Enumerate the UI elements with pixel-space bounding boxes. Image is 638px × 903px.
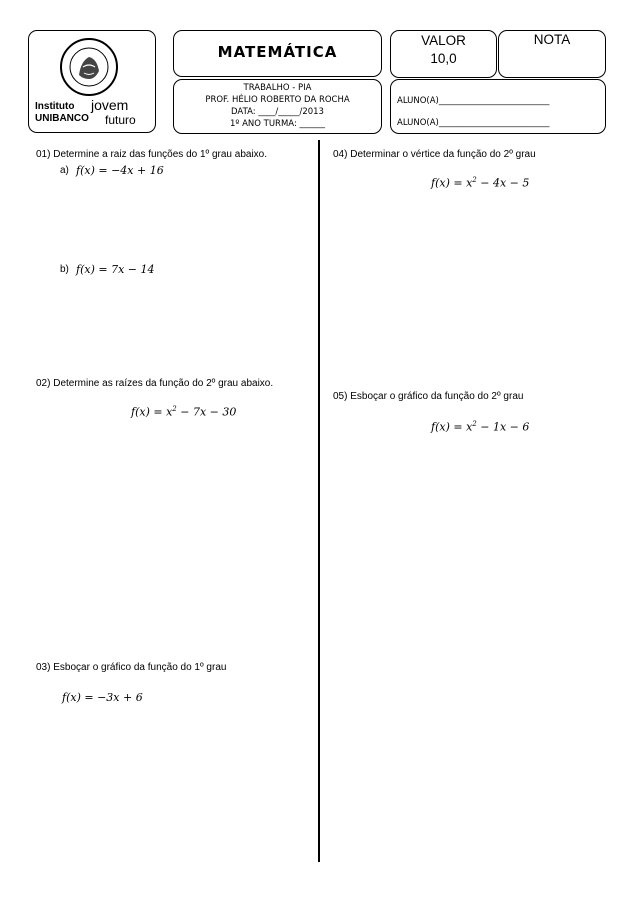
valor-box [390,30,497,78]
question-5: 05) Esboçar o gráfico da função do 2º grau [333,391,524,402]
question-1: 01) Determine a raiz das funções do 1º grau abaixo. [36,149,268,160]
logo-futuro: futuro [105,113,136,127]
valor-value: 10,0 [430,51,457,66]
teacher-name: PROF. HÉLIO ROBERTO DA ROCHA [205,95,350,105]
nota-box [498,30,606,78]
student-name-2[interactable]: ALUNO(A)__________________________ [397,118,550,128]
nota-label: NOTA [533,32,571,47]
date-field: DATA: ____/_____/2013 [231,107,324,117]
question-1b-equation: f(x) = 7x − 14 [76,263,155,276]
question-2-equation: $f(x) = x^2 - 7x - 30$ [131,405,237,419]
question-4-equation: $f(x) = x^2 - 4x - 5$ [431,176,530,190]
question-1a-label: a) [60,165,69,176]
question-1b-label: b) [60,264,69,275]
logo-instituto: Instituto [35,101,75,112]
question-3-equation: f(x) = −3x + 6 [62,691,143,704]
question-5-equation: $f(x) = x^2 - 1x - 6$ [431,420,530,434]
column-divider [318,140,320,862]
school-logo [28,30,156,133]
question-1a-equation: f(x) = −4x + 16 [76,164,164,177]
question-4: 04) Determinar o vértice da função do 2º grau [333,149,536,160]
question-3: 03) Esboçar o gráfico da função do 1º grau [36,662,227,673]
subject-title-box [173,30,382,77]
school-seal-icon [59,37,119,97]
logo-unibanco: UNIBANCO [35,113,89,124]
logo-jovem: jovem [91,97,129,113]
valor-label: VALOR [421,33,466,48]
assignment-type: TRABALHO - PIA [243,83,312,93]
class-field: 1º ANO TURMA: ______ [229,119,326,129]
student-names-box [390,79,606,134]
student-name-1[interactable]: ALUNO(A)__________________________ [397,96,550,106]
subject-title: MATEMÁTICA [217,43,338,61]
question-2: 02) Determine as raízes da função do 2º grau abaixo. [36,378,274,389]
assignment-info [173,79,382,134]
